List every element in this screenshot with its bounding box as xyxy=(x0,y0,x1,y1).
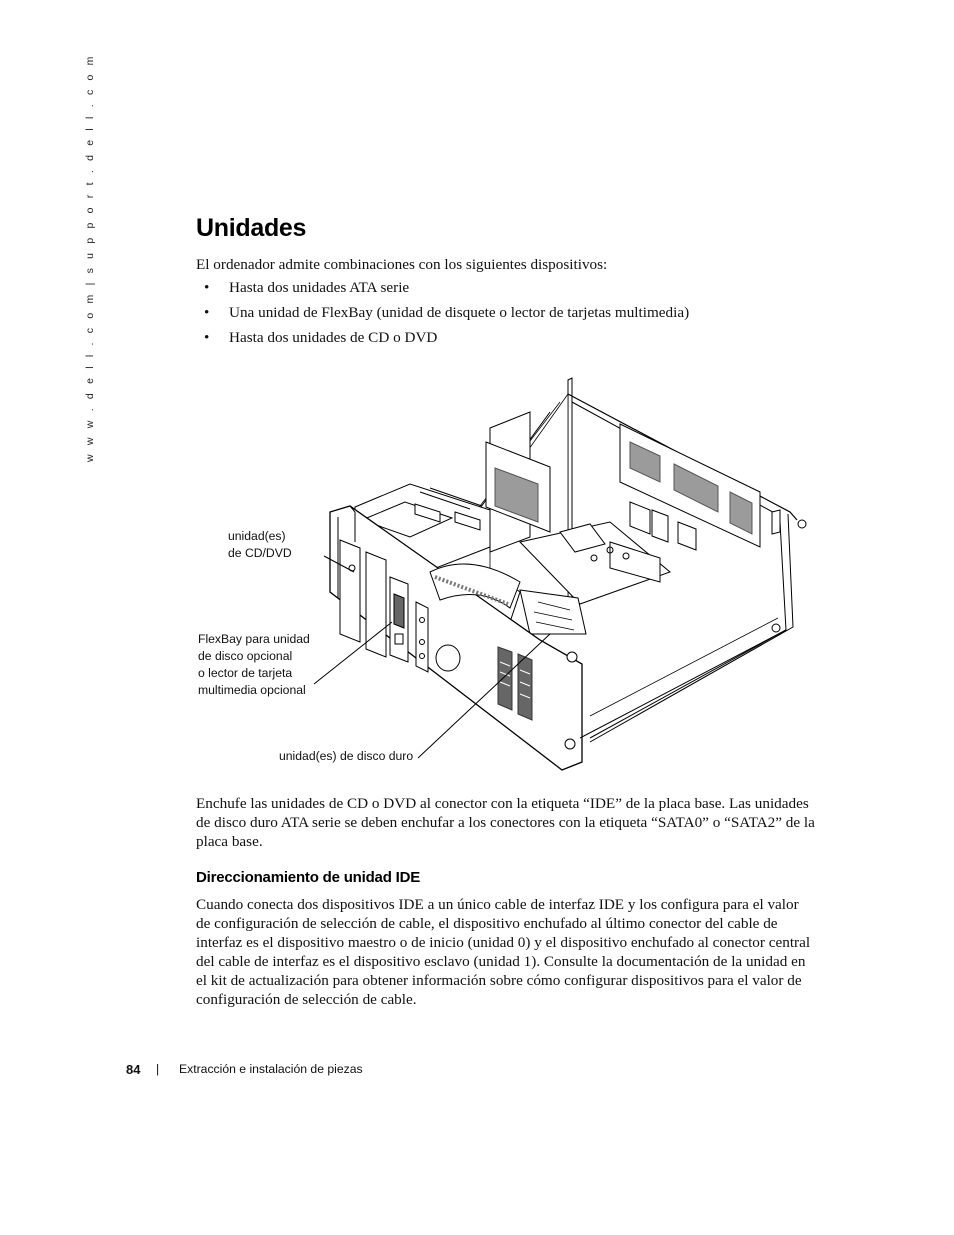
page-title: Unidades xyxy=(196,214,307,242)
list-item-text: Una unidad de FlexBay (unidad de disquete o lector de tarjetas multimedia) xyxy=(229,304,690,321)
list-item xyxy=(196,328,816,353)
side-url: w w w . d e l l . c o m | s u p p o r t . d e l l . c o m xyxy=(84,53,96,462)
section-heading: Direccionamiento de unidad IDE xyxy=(196,869,421,886)
computer-diagram xyxy=(190,372,810,772)
list-item xyxy=(196,303,816,328)
list-item-text: Hasta dos unidades de CD o DVD xyxy=(229,329,438,346)
footer-section-title: Extracción e instalación de piezas xyxy=(179,1062,363,1076)
paragraph-ide-addressing: Cuando conecta dos dispositivos IDE a un único cable de interfaz IDE y los configura para el valor de configuración de selección de cable, el dispositivo enchufado al último conector del cable de interfaz es el dispositivo maestro o de inicio (unidad 0) y el dispositivo enchufado al conector central del cable de interfaz es el dispositivo esclavo (unidad 1). Consulte la documentación de la unidad en el kit de actualización para obtener información sobre cómo configurar dispositivos para el valor de configuración de selección de cable. xyxy=(196,896,811,1008)
callout-flexbay: FlexBay para unidad de disco opcional o lector de tarjeta multimedia opcional xyxy=(198,632,310,697)
device-list xyxy=(196,278,816,353)
callout-cd-dvd: unidad(es) de CD/DVD xyxy=(228,529,292,560)
paragraph-connectors: Enchufe las unidades de CD o DVD al conector con la etiqueta “IDE” de la placa base. Las unidades de disco duro ATA serie se deben enchufar a los conectores con la etiqueta “SATA0” o “SATA2” de la placa base. xyxy=(196,795,815,850)
callout-hard-drive: unidad(es) de disco duro xyxy=(279,749,414,763)
bullet-icon: • xyxy=(204,329,210,346)
footer-separator: | xyxy=(156,1062,160,1076)
computer-chassis-illustration xyxy=(190,372,810,772)
list-item-text: Hasta dos unidades ATA serie xyxy=(229,279,410,296)
page-footer xyxy=(0,1062,954,1082)
list-item xyxy=(196,278,816,303)
intro-text: El ordenador admite combinaciones con los siguientes dispositivos: xyxy=(196,256,608,273)
bullet-icon: • xyxy=(204,304,210,321)
page-number: 84 xyxy=(126,1062,141,1077)
bullet-icon: • xyxy=(204,279,210,296)
